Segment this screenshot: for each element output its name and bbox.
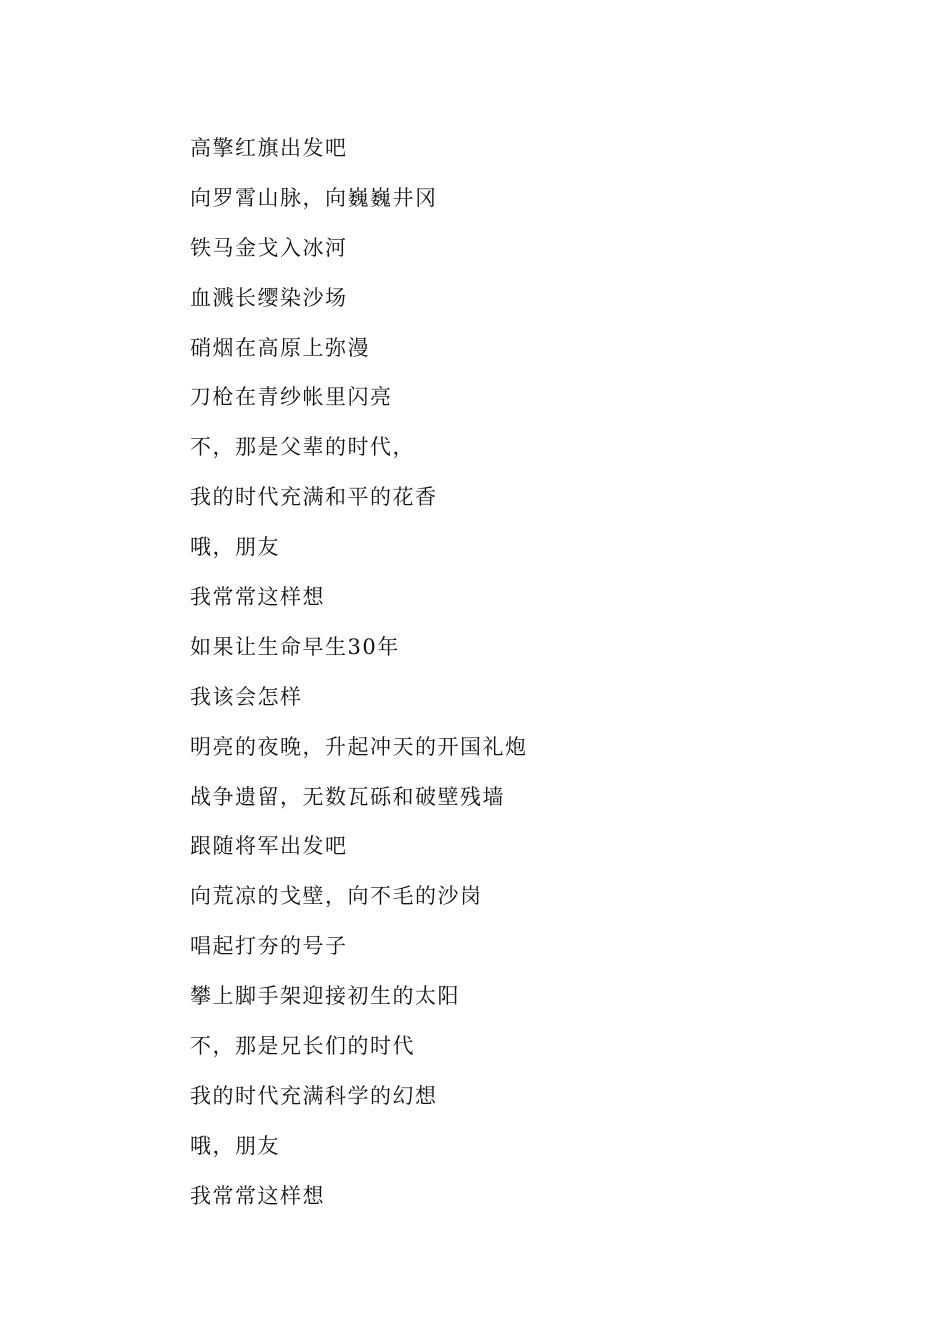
poem-line: 向荒凉的戈壁，向不毛的沙岗 bbox=[190, 884, 483, 909]
poem-line: 硝烟在高原上弥漫 bbox=[190, 335, 370, 360]
poem-line: 血溅长缨染沙场 bbox=[190, 285, 348, 310]
poem-line: 我常常这样想 bbox=[190, 585, 325, 610]
poem-line: 哦，朋友 bbox=[190, 1133, 280, 1158]
poem-line: 向罗霄山脉，向巍巍井冈 bbox=[190, 185, 438, 210]
poem-line: 攀上脚手架迎接初生的太阳 bbox=[190, 984, 460, 1009]
poem-line: 我常常这样想 bbox=[190, 1183, 325, 1208]
poem-line: 如果让生命早生30年 bbox=[190, 634, 400, 659]
poem-line: 明亮的夜晚，升起冲天的开国礼炮 bbox=[190, 734, 528, 759]
poem-text bbox=[190, 124, 528, 1222]
poem-line: 刀枪在青纱帐里闪亮 bbox=[190, 385, 393, 410]
poem-line: 战争遗留，无数瓦砾和破壁残墙 bbox=[190, 784, 505, 809]
poem-line: 不，那是兄长们的时代 bbox=[190, 1034, 415, 1059]
poem-line: 我的时代充满科学的幻想 bbox=[190, 1083, 438, 1108]
poem-line: 高擎红旗出发吧 bbox=[190, 136, 348, 160]
poem-line: 我该会怎样 bbox=[190, 684, 303, 709]
poem-line: 跟随将军出发吧 bbox=[190, 834, 348, 859]
poem-line: 铁马金戈入冰河 bbox=[190, 235, 348, 260]
poem-line: 不，那是父辈的时代， bbox=[190, 435, 415, 460]
poem-line: 哦，朋友 bbox=[190, 535, 280, 560]
poem-line: 我的时代充满和平的花香 bbox=[190, 485, 438, 510]
poem-line: 唱起打夯的号子 bbox=[190, 934, 348, 959]
